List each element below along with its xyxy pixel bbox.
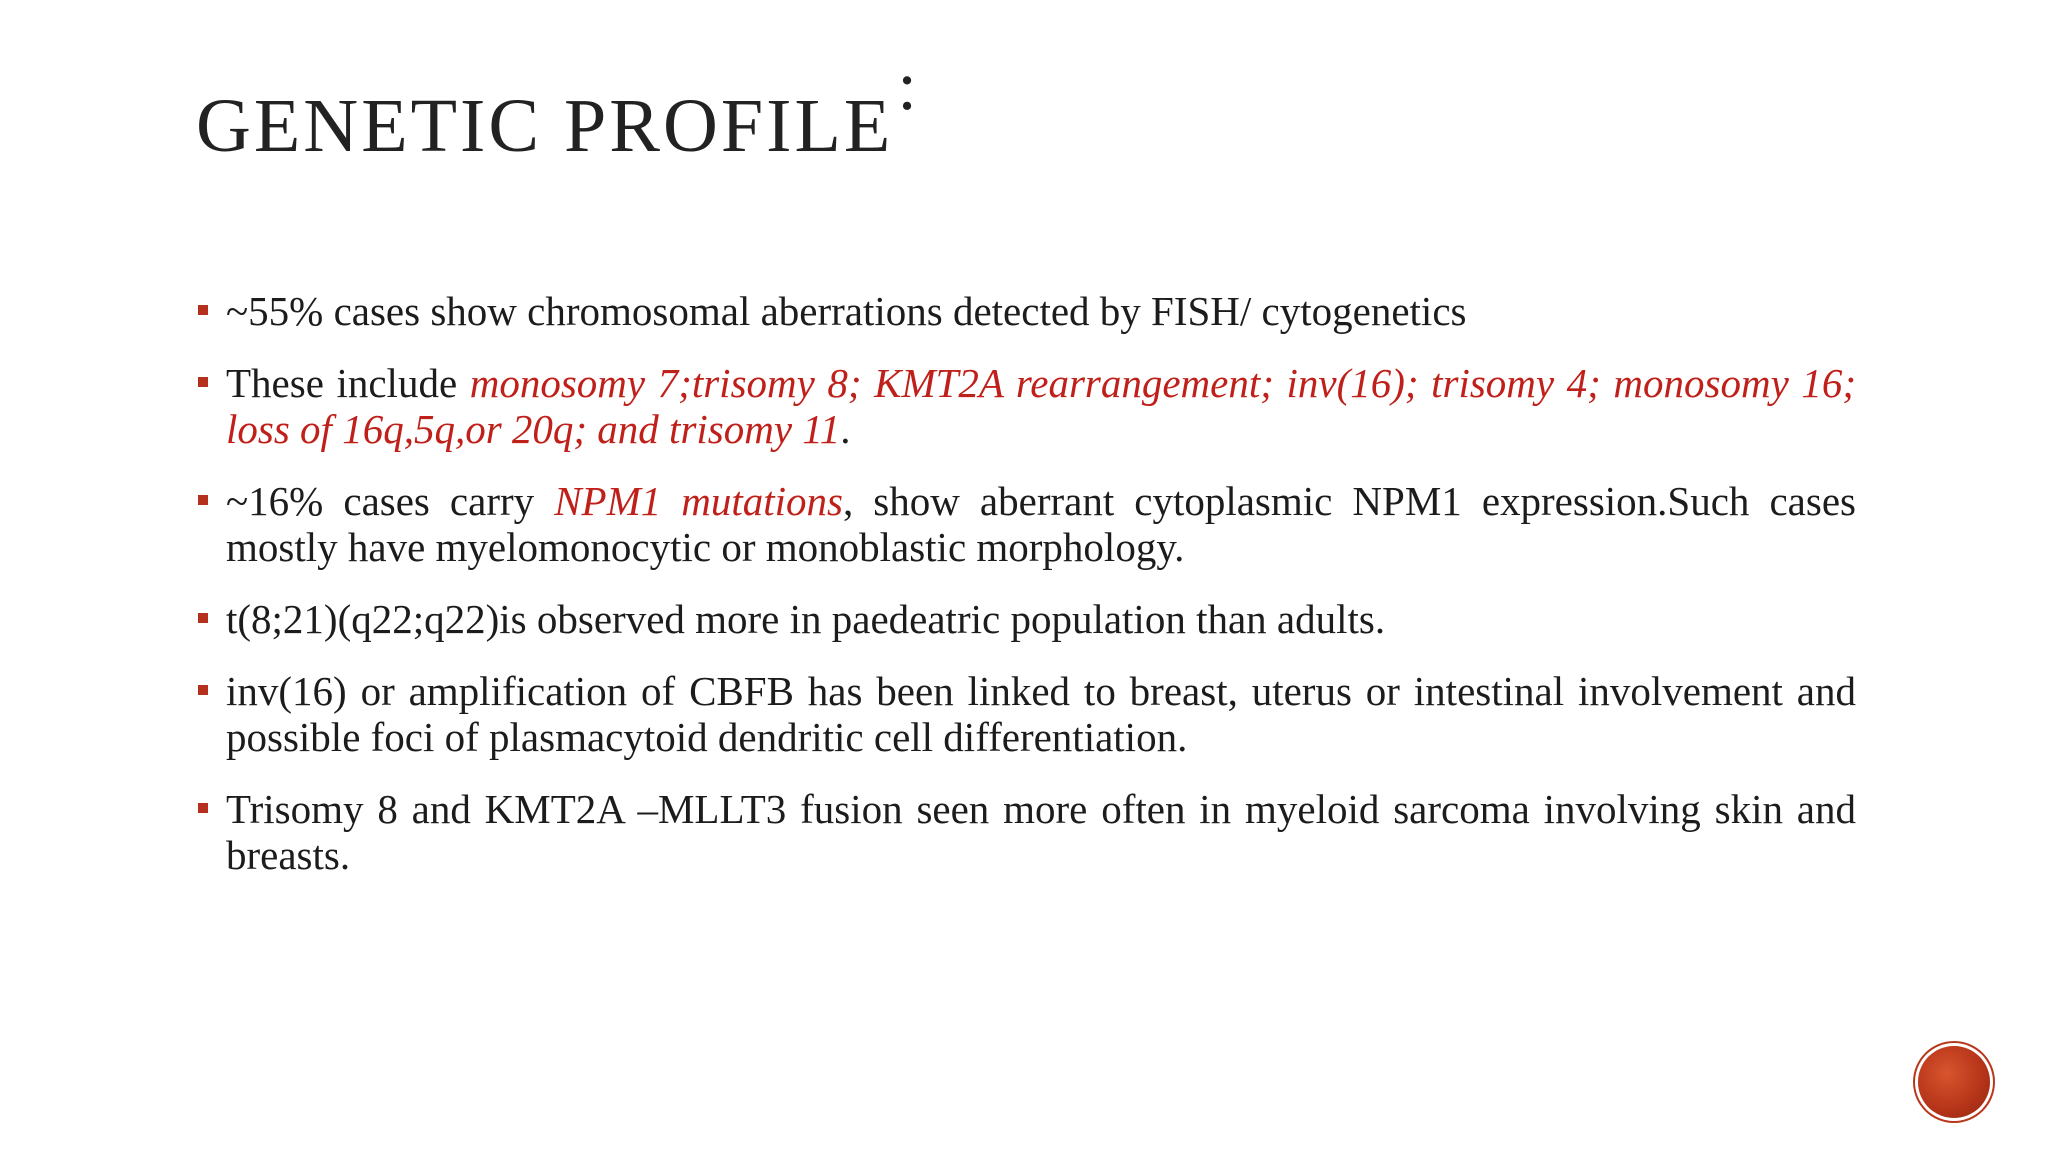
bullet-text: ~55% cases show chromosomal aberrations detected by FISH/ cytogenetics <box>226 288 1467 334</box>
bullet-item <box>196 668 1856 760</box>
bullet-marker-icon <box>198 613 208 623</box>
bullet-text: , show aberrant cytoplasmic NPM1 expression.Such cases mostly have myelomonocytic or monoblastic morphology. <box>226 478 1856 570</box>
bullet-highlight-text: monosomy 7;trisomy 8; KMT2A rearrangement; inv(16); trisomy 4; monosomy 16; loss of 16q,5q,or 20q; and trisomy 11 <box>226 360 1857 452</box>
bullet-marker-icon <box>198 377 208 387</box>
bullet-text: . <box>840 406 851 452</box>
bullet-marker-icon <box>198 495 208 505</box>
bullet-text: Trisomy 8 and KMT2A –MLLT3 fusion seen more often in myeloid sarcoma involving skin and breasts. <box>226 786 1856 878</box>
bullet-marker-icon <box>198 685 208 695</box>
bullet-text: These include <box>226 360 470 406</box>
bullet-item <box>196 360 1856 452</box>
slide-title <box>196 48 920 168</box>
bullet-item <box>196 288 1856 334</box>
slide-title-text: GENETIC PROFILE <box>196 84 894 168</box>
bullet-highlight-text: NPM1 mutations <box>554 478 844 524</box>
bullet-text: t(8;21)(q22;q22)is observed more in paedeatric population than adults. <box>226 596 1386 642</box>
bullet-item <box>196 786 1856 878</box>
slide-title-colon: : <box>897 48 920 125</box>
bullet-marker-icon <box>198 305 208 315</box>
bullet-text: ~16% cases carry <box>226 478 555 524</box>
bullet-item <box>196 478 1856 570</box>
bullet-item <box>196 596 1856 642</box>
bullet-list <box>196 288 1856 904</box>
bullet-text: inv(16) or amplification of CBFB has been linked to breast, uterus or intestinal involvement and possible foci of plasmacytoid dendritic cell differentiation. <box>226 668 1856 760</box>
bullet-marker-icon <box>198 803 208 813</box>
circle-button-icon[interactable] <box>1918 1046 1990 1118</box>
